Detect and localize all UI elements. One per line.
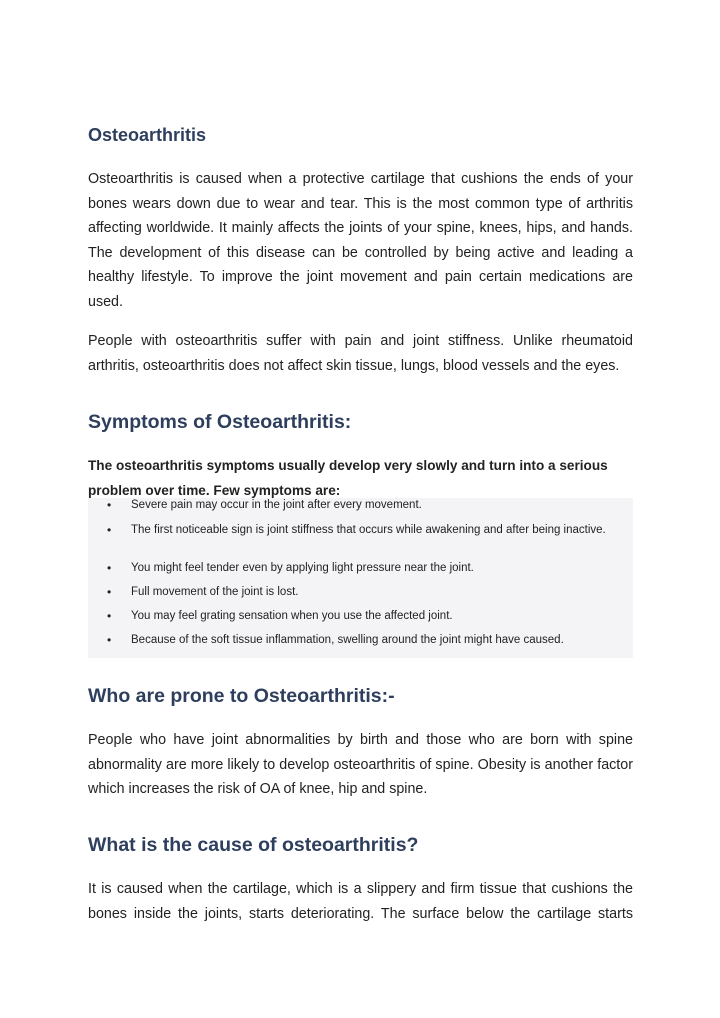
heading-osteoarthritis: Osteoarthritis [88, 125, 207, 145]
list-item-text: You might feel tender even by applying light pressure near the joint. [131, 562, 474, 574]
bullet-icon: • [107, 609, 112, 623]
paragraph-osteoarthritis-intro: Osteoarthritis is caused when a protective cartilage that cushions the ends of your bones wears down due to wear and tear. This is the most common type of arthritis affecting worldwide. It mainly affects the joints of your spine, knees, hips, and hands. The development of this disease can be controlled by being active and leading a healthy lifestyle. To improve the joint movement and pain certain medications are used. [88, 171, 633, 310]
list-item-text: You may feel grating sensation when you use the affected joint. [131, 610, 453, 622]
bullet-icon: • [107, 585, 112, 599]
list-item-text: The first noticeable sign is joint stiffness that occurs while awakening and after being inactive. [131, 524, 606, 536]
paragraph-osteoarthritis-symptoms-summary: People with osteoarthritis suffer with pain and joint stiffness. Unlike rheumatoid arthritis, osteoarthritis does not affect skin tissue, lungs, blood vessels and the eyes. [88, 333, 633, 374]
bullet-icon: • [107, 523, 112, 537]
list-item [88, 585, 318, 600]
list-item [88, 561, 494, 576]
list-item-text: Full movement of the joint is lost. [131, 586, 299, 598]
paragraph-cause: It is caused when the cartilage, which is a slippery and firm tissue that cushions the bones inside the joints, starts deteriorating. The surface below the cartilage starts [88, 881, 633, 922]
list-item-text: Severe pain may occur in the joint after every movement. [131, 499, 422, 511]
symptoms-intro: The osteoarthritis symptoms usually develop very slowly and turn into a serious problem over time. Few symptoms are: [88, 458, 608, 498]
bullet-icon: • [107, 633, 112, 647]
list-item [88, 523, 626, 538]
paragraph-who-are-prone: People who have joint abnormalities by birth and those who are born with spine abnormality are more likely to develop osteoarthritis of spine. Obesity is another factor which increases the risk of OA of knee, hip and spine. [88, 732, 633, 797]
symptoms-list [88, 498, 633, 658]
bullet-icon: • [107, 498, 112, 512]
heading-who-are-prone: Who are prone to Osteoarthritis:- [88, 685, 395, 707]
list-item-text: Because of the soft tissue inflammation, swelling around the joint might have caused. [131, 634, 564, 646]
list-item [88, 498, 442, 513]
list-item [88, 633, 584, 648]
heading-symptoms: Symptoms of Osteoarthritis: [88, 411, 352, 433]
list-item [88, 609, 473, 624]
bullet-icon: • [107, 561, 112, 575]
heading-cause: What is the cause of osteoarthritis? [88, 834, 419, 856]
